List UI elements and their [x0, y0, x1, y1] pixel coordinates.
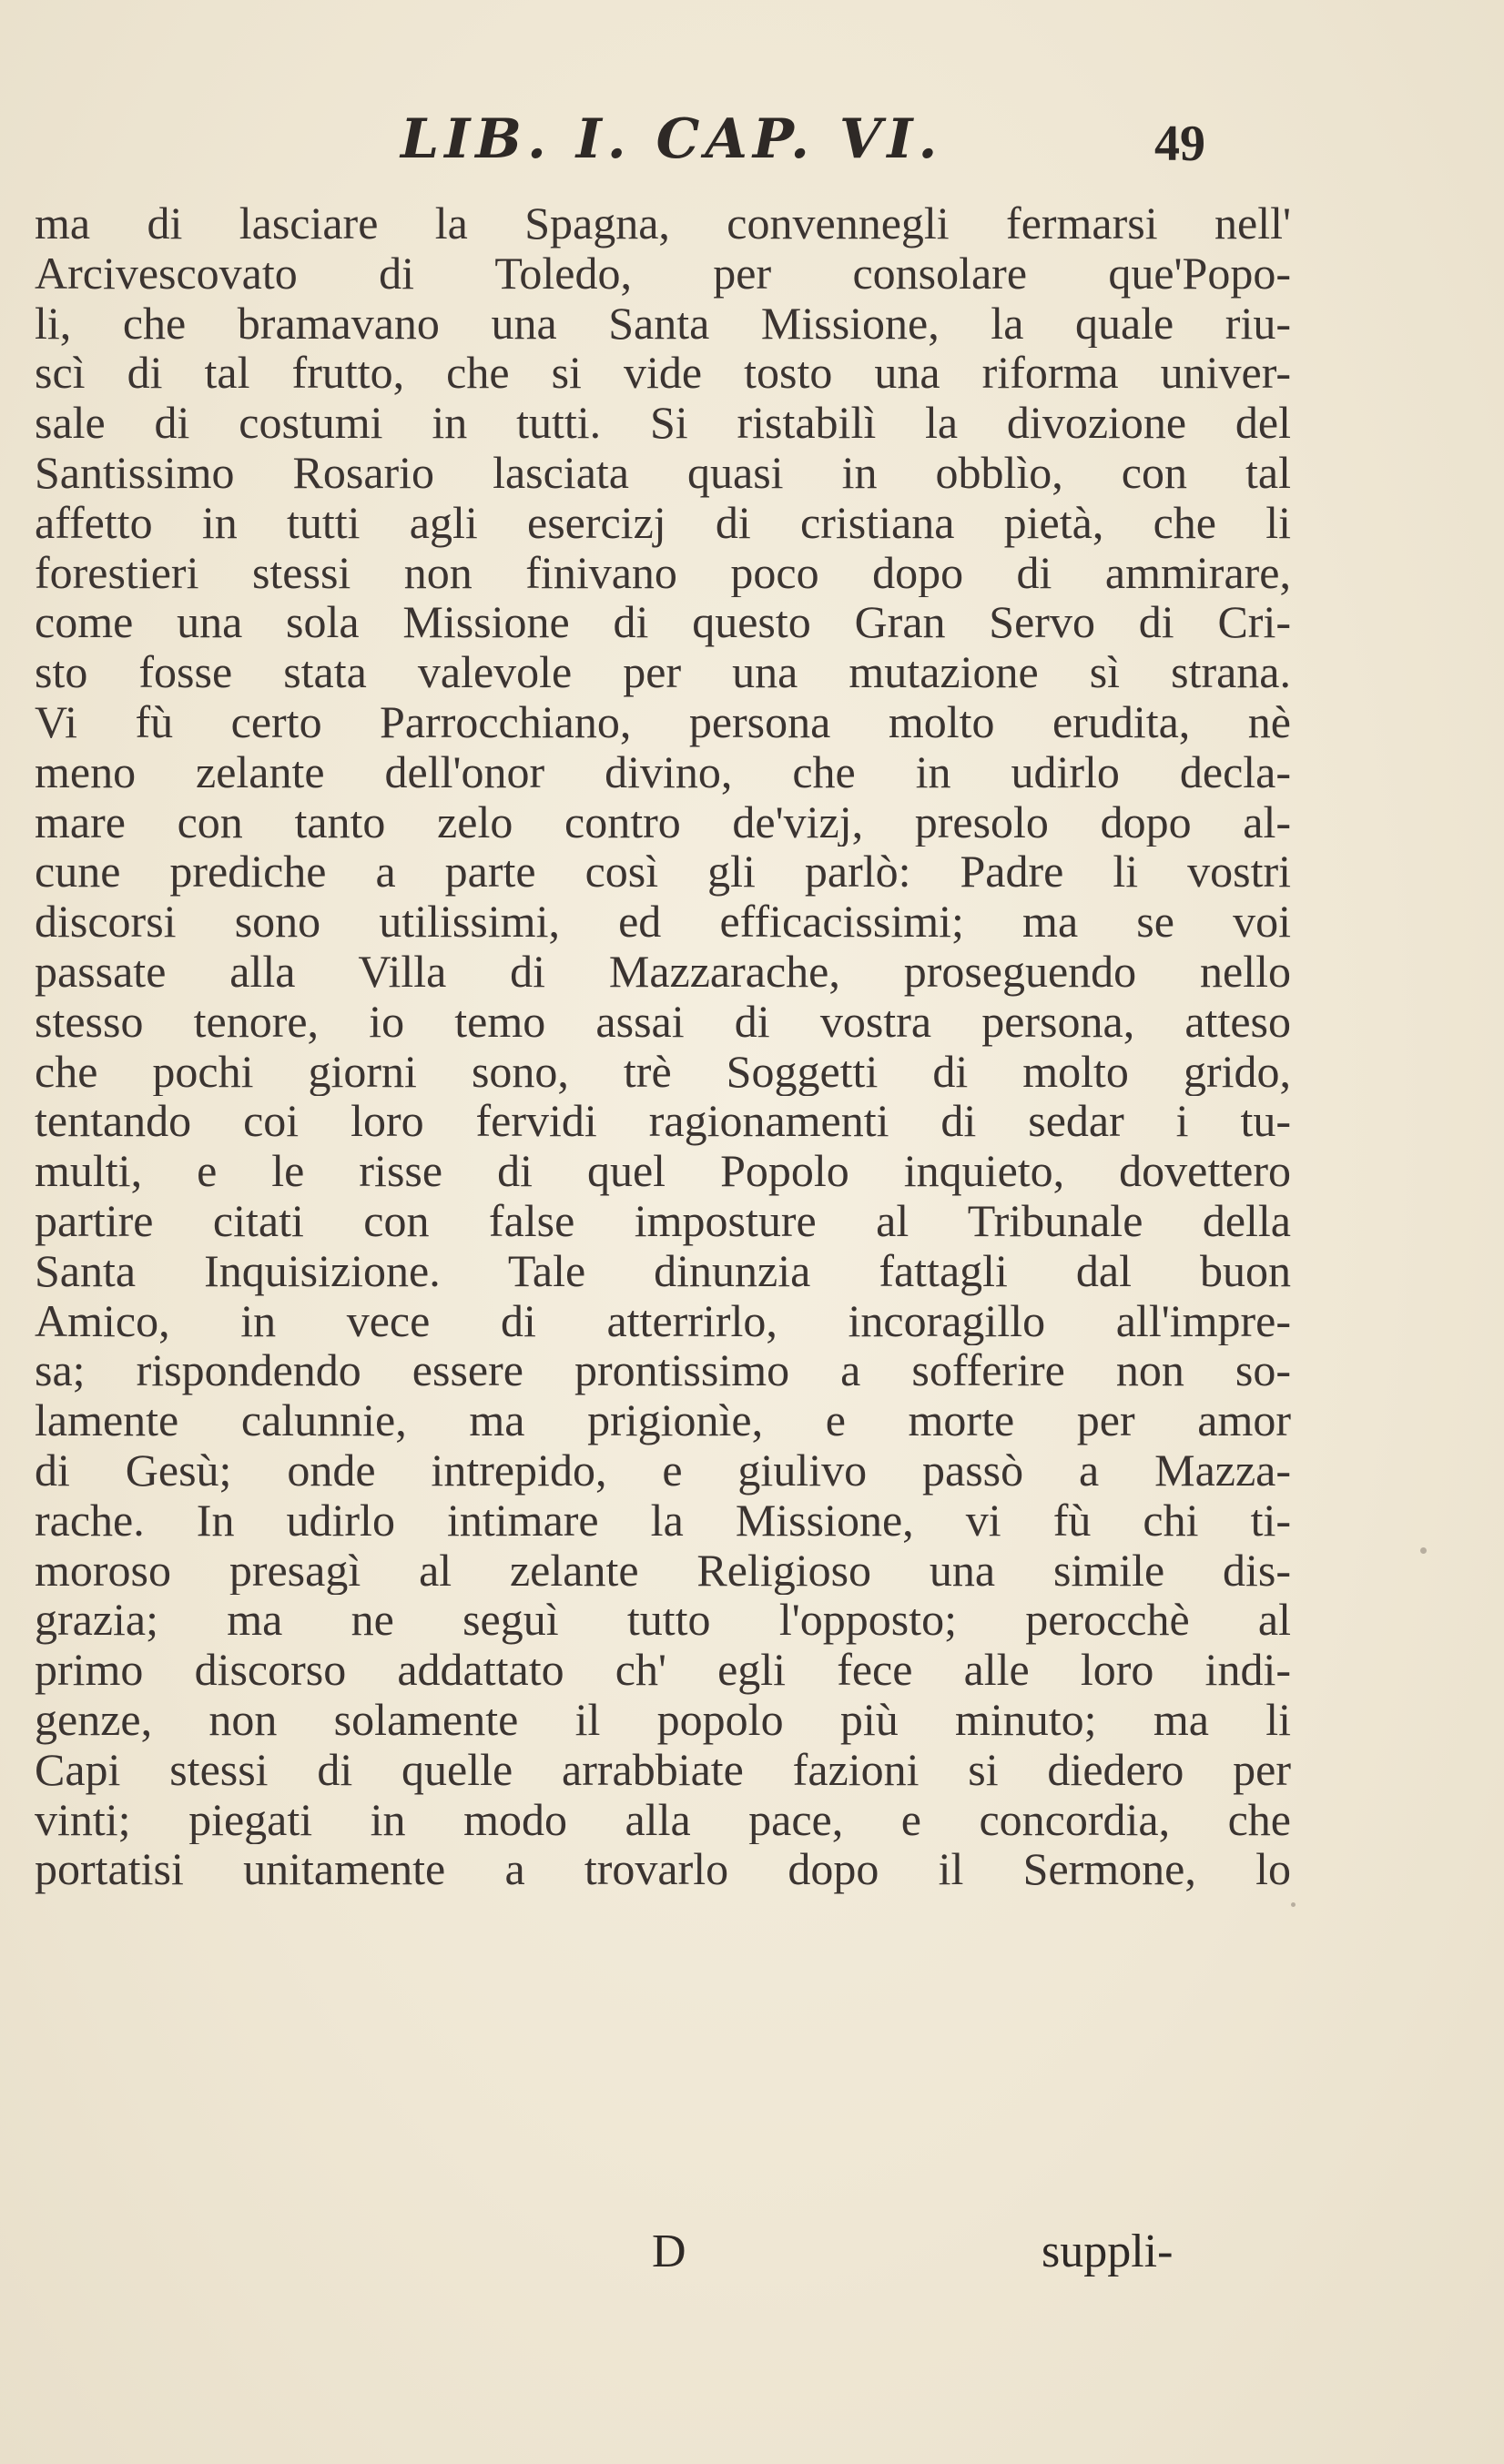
text-line: portatisi unitamente a trovarlo dopo il Sermone, lo [35, 1844, 1291, 1895]
text-line: sale di costumi in tutti. Si ristabilì la divozione del [35, 398, 1291, 448]
text-line: Capi stessi di quelle arrabbiate fazioni si diedero per [35, 1744, 1291, 1795]
text-line: partire citati con false imposture al Tribunale della [35, 1195, 1291, 1246]
text-line: che pochi giorni sono, trè Soggetti di molto grido, [35, 1046, 1291, 1097]
page-header [0, 107, 1504, 189]
text-line: vinti; piegati in modo alla pace, e concordia, che [35, 1794, 1291, 1845]
text-line: moroso presagì al zelante Religioso una simile dis- [35, 1545, 1291, 1596]
text-line: affetto in tutti agli esercizj di cristiana pietà, che li [35, 497, 1291, 548]
text-line: multi, e le risse di quel Popolo inquieto, dovettero [35, 1146, 1291, 1196]
running-title: LIB. I. CAP. VI. [401, 107, 943, 171]
text-line: genze, non solamente il popolo più minuto; ma li [35, 1694, 1291, 1745]
text-line: li, che bramavano una Santa Missione, la quale riu- [35, 298, 1291, 349]
page-number: 49 [1154, 116, 1205, 172]
text-line: primo discorso addattato ch' egli fece alle loro indi- [35, 1645, 1291, 1695]
text-line: Vi fù certo Parrocchiano, persona molto erudita, nè [35, 696, 1291, 747]
text-line: Arcivescovato di Toledo, per consolare que'Popo- [35, 248, 1291, 299]
paper-spot [1420, 1547, 1427, 1554]
text-line: tentando coi loro fervidi ragionamenti di sedar i tu- [35, 1096, 1291, 1147]
text-line: forestieri stessi non finivano poco dopo di ammirare, [35, 547, 1291, 598]
text-line: cune prediche a parte così gli parlò: Padre li vostri [35, 847, 1291, 897]
text-line: ma di lasciare la Spagna, convennegli fermarsi nell' [35, 198, 1291, 248]
catchword: suppli- [1042, 2226, 1174, 2277]
text-line: discorsi sono utilissimi, ed efficacissimi; ma se voi [35, 897, 1291, 947]
text-line: sa; rispondendo essere prontissimo a sofferire non so- [35, 1345, 1291, 1396]
text-line: passate alla Villa di Mazzarache, proseguendo nello [35, 946, 1291, 997]
text-line: lamente calunnie, ma prigionìe, e morte per amor [35, 1395, 1291, 1445]
paper-spot [1291, 1902, 1296, 1907]
text-line: stesso tenore, io temo assai di vostra persona, atteso [35, 996, 1291, 1047]
page-footer [0, 2225, 1504, 2288]
text-line: mare con tanto zelo contro de'vizj, presolo dopo al- [35, 796, 1291, 847]
text-line: Santa Inquisizione. Tale dinunzia fattagli dal buon [35, 1245, 1291, 1296]
text-line: meno zelante dell'onor divino, che in udirlo decla- [35, 746, 1291, 797]
text-line: rache. In udirlo intimare la Missione, vi fù chi ti- [35, 1495, 1291, 1546]
text-line: grazia; ma ne seguì tutto l'opposto; perocchè al [35, 1595, 1291, 1646]
text-line: scì di tal frutto, che si vide tosto una riforma univer- [35, 348, 1291, 399]
text-line: di Gesù; onde intrepido, e giulivo passò a Mazza- [35, 1445, 1291, 1496]
text-line: come una sola Missione di questo Gran Servo di Cri- [35, 597, 1291, 648]
text-line: Amico, in vece di atterrirlo, incoragillo all'impre- [35, 1295, 1291, 1346]
text-line: sto fosse stata valevole per una mutazione sì strana. [35, 647, 1291, 697]
signature-mark: D [652, 2226, 686, 2277]
body-text [35, 198, 1291, 1894]
text-line: Santissimo Rosario lasciata quasi in obblìo, con tal [35, 447, 1291, 498]
